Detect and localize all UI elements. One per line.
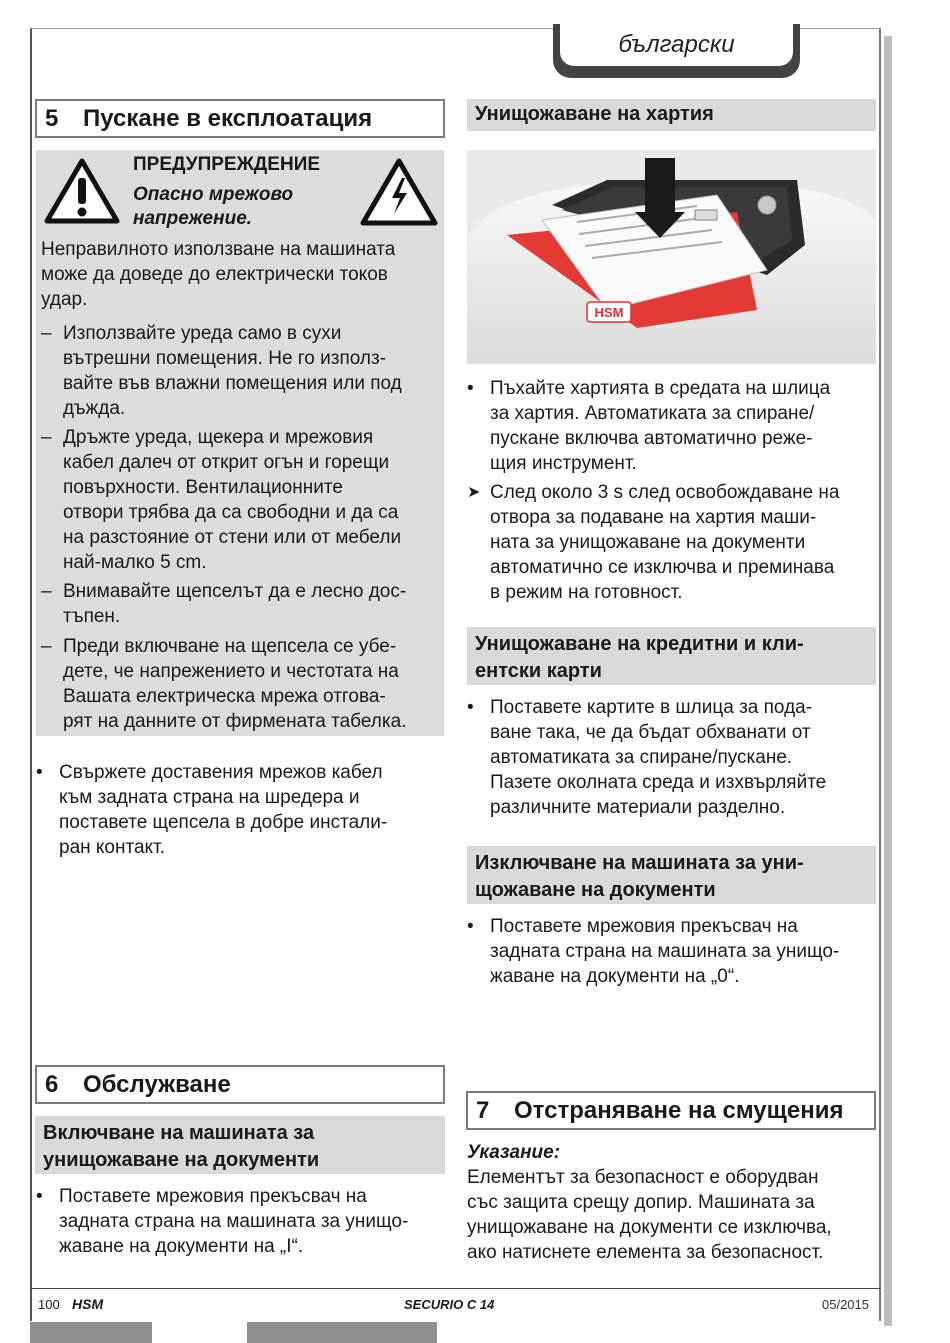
warning-subtitle-1: Опасно мрежово <box>133 184 294 205</box>
line: повърхности. Вентилационните <box>63 477 343 498</box>
shredder-photo <box>467 150 876 364</box>
section-number: 5 <box>45 104 59 132</box>
arrow-icon: ➤ <box>467 484 481 501</box>
warning-item <box>41 579 406 629</box>
line: Неправилното използване на машината <box>41 239 396 260</box>
line: поставете щепсела в добре инстали- <box>59 812 388 833</box>
bottom-bar-mid <box>247 1322 437 1343</box>
high-voltage-icon <box>360 158 438 226</box>
line: за хартия. Автоматиката за спиране/ <box>490 403 815 424</box>
dash: – <box>41 323 52 344</box>
line: задната страна на машината за унищо- <box>490 941 840 962</box>
section-title: Отстраняване на смущения <box>514 1096 844 1124</box>
switch-off-bullet <box>467 914 839 989</box>
line: унищожаване на документи <box>43 1149 320 1171</box>
line: със защита срещу допир. Машината за <box>467 1192 815 1213</box>
section-5-heading <box>35 99 445 138</box>
line: отвори трябва да са свободни и да са <box>63 502 399 523</box>
note-label: Указание: <box>467 1142 561 1163</box>
bullet: • <box>36 1186 43 1207</box>
line: Използвайте уреда само в сухи <box>63 323 342 344</box>
line: дете, че напрежението и честотата на <box>63 661 399 682</box>
line: Вашата електрическа мрежа отгова- <box>63 686 386 707</box>
warning-item <box>41 634 406 734</box>
line: в режим на готовност. <box>490 582 683 603</box>
footer-model: SECURIO C 14 <box>404 1297 495 1312</box>
bullet: • <box>36 762 43 783</box>
photo-brand-label: HSM <box>594 305 624 320</box>
line: ако натиснете елемента за безопасност. <box>467 1242 824 1263</box>
footer-date: 05/2015 <box>822 1297 869 1312</box>
language-tab <box>560 24 793 66</box>
section-7-heading <box>466 1091 876 1130</box>
line: ентски карти <box>475 660 602 682</box>
paper-bullet <box>467 376 830 476</box>
page-number: 100 <box>38 1297 60 1312</box>
switch-on-subheading <box>35 1116 445 1174</box>
warning-item <box>41 425 401 575</box>
connect-cable-bullet <box>36 760 387 860</box>
line: към задната страна на шредера и <box>59 787 360 808</box>
line: ната за унищожаване на документи <box>490 532 806 553</box>
section-title: Обслужване <box>83 1070 231 1098</box>
paper-result <box>467 480 839 605</box>
line: вътрешни помещения. Не го използ- <box>63 348 387 369</box>
footer-divider <box>30 1288 881 1289</box>
language-label: български <box>618 31 735 58</box>
bullet: • <box>467 916 474 937</box>
line: пускане включва автоматично реже- <box>490 428 813 449</box>
line: кабел далеч от открит огън и горещи <box>63 452 390 473</box>
line: щожаване на документи <box>475 879 716 901</box>
section-number: 6 <box>45 1070 59 1098</box>
line: Изключване на машината за уни- <box>475 852 804 874</box>
bottom-bar-left <box>30 1322 152 1343</box>
line: Поставете мрежовия прекъсвач на <box>490 916 798 937</box>
section-title: Пускане в експлоатация <box>83 104 373 132</box>
page-shadow <box>884 36 892 1326</box>
note-text <box>467 1165 832 1265</box>
line: ване така, че да бъдат обхванати от <box>490 722 811 743</box>
line: автоматиката за спиране/пускане. <box>490 747 793 768</box>
line: вайте във влажни помещения или под <box>63 373 402 394</box>
section-number: 7 <box>476 1096 490 1124</box>
shredder-illustration <box>467 150 876 364</box>
line: жаване на документи на „0“. <box>490 966 740 987</box>
subheading-text: Унищожаване на хартия <box>475 103 714 125</box>
dash: – <box>41 636 52 657</box>
dash: – <box>41 427 52 448</box>
line: ран контакт. <box>59 837 165 858</box>
line: най-малко 5 cm. <box>63 552 207 573</box>
line: отвора за подаване на хартия маши- <box>490 507 817 528</box>
line: Унищожаване на кредитни и кли- <box>475 633 804 655</box>
line: Елементът за безопасност е оборудван <box>467 1167 819 1188</box>
bullet: • <box>467 378 474 399</box>
line: тъпен. <box>63 606 121 627</box>
line: щия инструмент. <box>490 453 637 474</box>
line: задната страна на машината за унищо- <box>59 1211 409 1232</box>
warning-subtitle-2: напрежение. <box>133 208 253 229</box>
warning-item <box>41 321 402 421</box>
line: Пазете околната среда и изхвърляйте <box>490 772 827 793</box>
cards-subheading <box>467 627 876 685</box>
line: Поставете картите в шлица за пода- <box>490 697 813 718</box>
line: автоматично се изключва и преминава <box>490 557 835 578</box>
dash: – <box>41 581 52 602</box>
section-6-heading <box>35 1065 445 1104</box>
switch-on-bullet <box>36 1184 408 1259</box>
line: Внимавайте щепселът да е лесно дос- <box>63 581 407 602</box>
line: Свържете доставения мрежов кабел <box>59 762 383 783</box>
line: Включване на машината за <box>43 1122 315 1144</box>
line: Поставете мрежовия прекъсвач на <box>59 1186 367 1207</box>
warning-intro <box>41 237 395 312</box>
line: на разстояние от стени или от мебели <box>63 527 402 548</box>
line: унищожаване на документи се изключва, <box>467 1217 832 1238</box>
line: Преди включване на щепсела се убе- <box>63 636 397 657</box>
paper-subheading <box>467 99 876 131</box>
warning-title: ПРЕДУПРЕЖДЕНИЕ <box>133 154 321 175</box>
warning-triangle-icon <box>44 158 120 224</box>
line: Пъхайте хартията в средата на шлица <box>490 378 831 399</box>
line: различните материали разделно. <box>490 797 786 818</box>
line: рят на данните от фирмената табелка. <box>63 711 407 732</box>
line: жаване на документи на „I“. <box>59 1236 304 1257</box>
bullet: • <box>467 697 474 718</box>
line: След около 3 s след освобождаване на <box>490 482 840 503</box>
line: дъжда. <box>63 398 126 419</box>
line: удар. <box>41 289 88 310</box>
switch-off-subheading <box>467 846 876 904</box>
footer-brand-logo: HSM <box>72 1296 104 1312</box>
cards-bullet <box>467 695 826 820</box>
line: Дръжте уреда, щекера и мрежовия <box>63 427 374 448</box>
line: може да доведе до електрически токов <box>41 264 388 285</box>
